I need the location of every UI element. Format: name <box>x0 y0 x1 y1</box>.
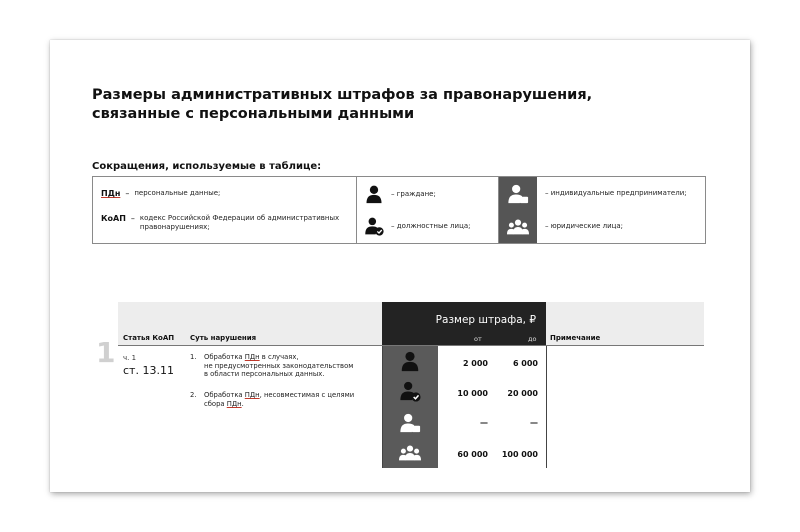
person-briefcase-icon <box>499 177 537 210</box>
abbreviations-legend <box>92 176 706 244</box>
text-part: . <box>241 399 244 408</box>
text-part: в области персональных данных. <box>204 370 325 379</box>
person-icon <box>363 183 385 205</box>
article-part: ч. 1 <box>123 354 137 362</box>
text-part: Обработка <box>204 353 245 361</box>
abbr-pdn <box>101 189 220 198</box>
abbreviations-heading: Сокращения, используемые в таблице: <box>92 161 322 172</box>
legend-column-businesses <box>499 177 705 243</box>
abbr-definition <box>140 214 339 232</box>
violation-text <box>204 353 382 379</box>
abbr-dash: – <box>125 189 130 198</box>
person-icon <box>382 346 438 376</box>
fine-from: 60 000 <box>457 450 488 459</box>
legend-citizens <box>363 183 436 205</box>
violation-number: 1. <box>190 353 197 361</box>
row-number: 1 <box>96 336 116 369</box>
col-from-label: от <box>474 335 482 343</box>
text-part: в случаях, <box>259 353 299 361</box>
fine-from: 2 000 <box>462 359 488 368</box>
fine-to: — <box>530 418 538 427</box>
violation-item <box>190 391 382 408</box>
text-part: не предусмотренных законодательством <box>204 361 354 370</box>
col-to-label: до <box>528 335 537 343</box>
person-check-icon <box>382 376 438 406</box>
fine-size-header <box>382 302 546 346</box>
group-icon <box>382 438 438 468</box>
violation-number: 2. <box>190 391 197 399</box>
legend-officials-label: – должностные лица; <box>391 222 471 230</box>
violation-text <box>204 391 382 408</box>
subject-icons-column <box>382 346 438 468</box>
fine-from: — <box>480 418 488 427</box>
abbr-dash: – <box>130 214 135 223</box>
person-check-icon <box>363 215 385 237</box>
document-sheet <box>50 40 750 492</box>
text-part: Обработка <box>204 391 245 399</box>
column-divider <box>382 346 383 468</box>
legend-citizens-label: – граждане; <box>391 190 436 198</box>
fine-to: 20 000 <box>507 389 538 398</box>
group-icon <box>499 210 537 243</box>
abbr-term: КоАП <box>101 214 126 223</box>
fine-size-title: Размер штрафа, ₽ <box>435 314 536 326</box>
abbreviations-column <box>93 177 357 243</box>
fine-from: 10 000 <box>457 389 488 398</box>
col-violation-header: Суть нарушения <box>190 334 257 342</box>
abbr-term: ПДн <box>101 189 121 198</box>
column-divider <box>546 346 547 468</box>
legend-officials <box>363 215 471 237</box>
title-line-1: Размеры административных штрафов за правонарушения, <box>92 87 593 103</box>
person-briefcase-icon <box>382 408 438 438</box>
abbr-definition-line: правонарушениях; <box>139 223 210 231</box>
pdn-abbr: ПДн <box>244 391 260 399</box>
violation-item <box>190 353 382 379</box>
abbr-definition-line: кодекс Российской Федерации об административных <box>139 214 340 222</box>
page-title <box>92 86 612 124</box>
text-part: сбора <box>204 399 227 408</box>
abbr-definition: персональные данные; <box>134 189 221 197</box>
article-number: ст. 13.11 <box>123 364 174 377</box>
legend-legal-entities-label: – юридические лица; <box>545 222 624 230</box>
pdn-abbr: ПДн <box>226 399 242 408</box>
title-line-2: связанные с персональными данными <box>92 106 415 122</box>
pdn-abbr: ПДн <box>244 353 260 361</box>
abbr-koap <box>101 214 339 232</box>
text-part: , несовместимая с целями <box>259 391 355 399</box>
legend-entrepreneurs-label: – индивидуальные предприниматели; <box>545 189 687 197</box>
col-article-header: Статья КоАП <box>123 334 175 342</box>
col-note-header: Примечание <box>550 334 601 342</box>
legend-column-individuals <box>357 177 499 243</box>
fine-to: 100 000 <box>501 450 538 459</box>
fine-to: 6 000 <box>512 359 538 368</box>
